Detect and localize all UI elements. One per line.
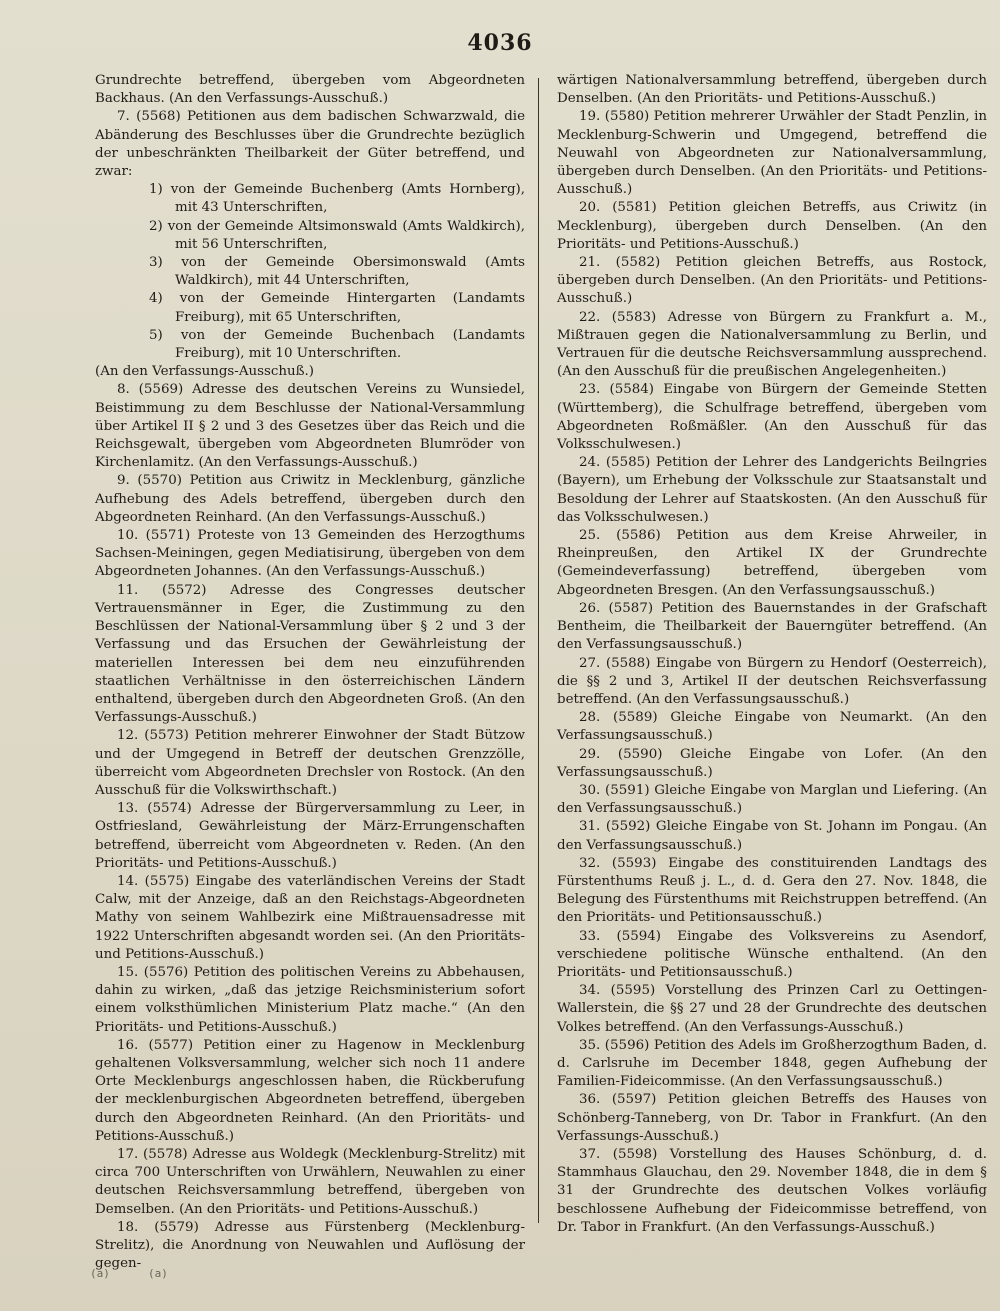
right-column [557,72,987,1237]
continued-text: wärtigen Nationalversammlung betreffend, übergeben durch Denselben. (An den Prioritäts- und Petitions-Ausschuß.) [557,73,987,107]
petition-entry: 10. (5571) Proteste von 13 Gemeinden des Herzogthums Sachsen-Meiningen, gegen Mediatisirung, übergeben von dem Abgeordneten Johannes. (An den Verfassungs-Ausschuß.) [95,528,525,580]
petition-entry: 9. (5570) Petition aus Criwitz in Mecklenburg, gänzliche Aufhebung des Adels betreffend, übergeben durch den Abgeordneten Reinhard. (An den Verfassungs-Ausschuß.) [95,473,525,525]
petition-entry: 25. (5586) Petition aus dem Kreise Ahrweiler, in Rheinpreußen, den Artikel IX der Grundrechte (Gemeindeverfassung) betreffend, übergeben vom Abgeordneten Bresgen. (An den Verfassungsausschuß.) [557,528,987,598]
sublist-item: 5) von der Gemeinde Buchenbach (Landamts Freiburg), mit 10 Unterschriften. [149,327,525,362]
petition-entry: 22. (5583) Adresse von Bürgern zu Frankfurt a. M., Mißtrauen gegen die Nationalversammlung zu Berlin, und Vertrauen für die deutsche Reichsversammlung aussprechend. (An den Ausschuß für die preußischen Angelegenheiten.) [557,309,987,380]
sublist-item: 2) von der Gemeinde Altsimonswald (Amts Waldkirch), mit 56 Unterschriften, [149,218,525,252]
petition-entry: 34. (5595) Vorstellung des Prinzen Carl zu Oettingen-Wallerstein, die §§ 27 und 28 der Grundrechte des deutschen Volkes betreffend. (An den Verfassungs-Ausschuß.) [557,983,987,1035]
petition-entry: 15. (5576) Petition des politischen Vereins zu Abbehausen, dahin zu wirken, „daß das jetzige Reichsministerium sofort einem volksthümlichen Ministerium Platz mache.“ (An den Prioritäts- und Petitions-Ausschuß.) [95,964,525,1035]
petition-entry: 23. (5584) Eingabe von Bürgern der Gemeinde Stetten (Württemberg), die Schulfrage betreffend, übergeben vom Abgeordneten Roßmäßler. (An den Ausschuß für das Volksschulwesen.) [557,382,987,453]
page-number: 4036 [467,30,533,56]
petition-entry: 8. (5569) Adresse des deutschen Vereins zu Wunsiedel, Beistimmung zu dem Beschlusse der National-Versammlung über Artikel II § 2 und 3 des Gesetzes über das Reich und die Reichsgewalt, übergeben vom Abgeordneten Blumröder von Kirchenlamitz. (An den Verfassungs-Ausschuß.) [95,382,525,471]
petition-entry: 29. (5590) Gleiche Eingabe von Lofer. (An den Verfassungsausschuß.) [557,746,987,780]
petition-entry: 24. (5585) Petition der Lehrer des Landgerichts Beilngries (Bayern), um Erhebung der Volksschule zur Staatsanstalt und Besoldung der Lehrer auf Staatskosten. (An den Ausschuß für das Volksschulwesen.) [557,455,987,525]
petition-entry: 16. (5577) Petition einer zu Hagenow in Mecklenburg gehaltenen Volksversammlung, welcher sich noch 11 andere Orte Mecklenburgs angeschlossen haben, die Rückberufung der mecklenburgischen Abgeordneten betreffend, übergeben durch den Abgeordneten Reinhard. (An den Prioritäts- und Petitions-Ausschuß.) [95,1037,525,1144]
sublist-item: 1) von der Gemeinde Buchenberg (Amts Hornberg), mit 43 Unterschriften, [149,182,525,216]
petition-entry: 21. (5582) Petition gleichen Betreffs, aus Rostock, übergeben durch Denselben. (An den Prioritäts- und Petitions-Ausschuß.) [557,255,987,307]
petition-entry: 17. (5578) Adresse aus Woldegk (Mecklenburg-Strelitz) mit circa 700 Unterschriften von Urwählern, Neuwahlen zu einer deutschen Reichsversammlung betreffend, übergeben von Demselben. (An den Prioritäts- und Petitions-Ausschuß.) [95,1146,525,1217]
petition-entry: 36. (5597) Petition gleichen Betreffs des Hauses von Schönberg-Tanneberg, von Dr. Tabor in Frankfurt. (An den Verfassungs-Ausschuß.) [557,1092,987,1144]
petition-entry: 13. (5574) Adresse der Bürgerversammlung zu Leer, in Ostfriesland, Gewährleistung der März-Errungenschaften betreffend, überreicht vom Abgeordneten v. Reden. (An den Prioritäts- und Petitions-Ausschuß.) [95,801,525,871]
column-divider [538,78,539,1223]
continued-text: Grundrechte betreffend, übergeben vom Abgeordneten Backhaus. (An den Verfassungs-Ausschuß.) [95,73,525,107]
petition-entry: 11. (5572) Adresse des Congresses deutscher Vertrauensmänner in Eger, die Zustimmung zu den Beschlüssen der National-Versammlung über § 2 und 3 der Verfassung und das Ersuchen der Gewährleistung der materiellen Interessen bei dem neu einzuführenden staatlichen Verhältnisse in den österreichischen Ländern enthaltend, übergeben durch den Abgeordneten Groß. (An den Verfassungs-Ausschuß.) [95,582,525,726]
sublist-item: 3) von der Gemeinde Obersimonswald (Amts Waldkirch), mit 44 Unterschriften, [149,255,525,289]
petition-entry: 12. (5573) Petition mehrerer Einwohner der Stadt Bützow und der Umgegend in Betreff der deutschen Grenzzölle, überreicht vom Abgeordneten Drechsler von Rostock. (An den Ausschuß für die Volkswirthschaft.) [95,728,525,798]
petition-entry: 7. (5568) Petitionen aus dem badischen Schwarzwald, die Abänderung des Beschlusses über die Grundrechte bezüglich der unbeschränkten Theilbarkeit der Güter betreffend, und zwar: [95,109,525,180]
continued-text: (An den Verfassungs-Ausschuß.) [95,364,315,380]
footer-mark: (a) [90,1267,110,1280]
petition-sublist [95,181,525,363]
petition-entry: 37. (5598) Vorstellung des Hauses Schönburg, d. d. Stammhaus Glauchau, den 29. November 1848, die in dem § 31 der Grundrechte des deutschen Volkes vorläufig beschlossene Aufhebung der Fideicommisse betreffend, von Dr. Tabor in Frankfurt. (An den Verfassungs-Ausschuß.) [557,1146,987,1235]
petition-entry: 31. (5592) Gleiche Eingabe von St. Johann im Pongau. (An den Verfassungsausschuß.) [557,819,987,853]
footer-mark: (a) [148,1267,168,1280]
left-column [95,72,525,1273]
petition-entry: 19. (5580) Petition mehrerer Urwähler der Stadt Penzlin, in Mecklenburg-Schwerin und Umgegend, betreffend die Neuwahl von Abgeordneten zur Nationalversammlung, übergeben durch Denselben. (An den Prioritäts- und Petitions-Ausschuß.) [557,109,987,198]
petition-entry: 14. (5575) Eingabe des vaterländischen Vereins der Stadt Calw, mit der Anzeige, daß an den Reichstags-Abgeordneten Mathy von seinem Wahlbezirk eine Mißtrauensadresse mit 1922 Unterschriften abgesandt worden sei. (An den Prioritäts- und Petitions-Ausschuß.) [95,873,525,962]
petition-entry: 27. (5588) Eingabe von Bürgern zu Hendorf (Oesterreich), die §§ 2 und 3, Artikel II der deutschen Reichsverfassung betreffend. (An den Verfassungsausschuß.) [557,655,987,707]
sublist-item: 4) von der Gemeinde Hintergarten (Landamts Freiburg), mit 65 Unterschriften, [149,291,525,325]
petition-entry: 33. (5594) Eingabe des Volksvereins zu Asendorf, verschiedene politische Wünsche enthaltend. (An den Prioritäts- und Petitionsausschuß.) [557,928,987,980]
petition-entry: 32. (5593) Eingabe des constituirenden Landtags des Fürstenthums Reuß j. L., d. d. Gera den 27. Nov. 1848, die Belegung des Fürstenthums mit Reichstruppen betreffend. (An den Prioritäts- und Petitionsausschuß.) [557,855,987,926]
petition-entry: 35. (5596) Petition des Adels im Großherzogthum Baden, d. d. Carlsruhe im December 1848, gegen Aufhebung der Familien-Fideicommisse. (An den Verfassungsausschuß.) [557,1037,987,1090]
petition-entry: 30. (5591) Gleiche Eingabe von Marglan und Liefering. (An den Verfassungsausschuß.) [557,782,987,817]
petition-entry: 18. (5579) Adresse aus Fürstenberg (Mecklenburg-Strelitz), die Anordnung von Neuwahlen und Auflösung der gegen- [95,1219,525,1272]
footer-marks [90,1245,230,1305]
petition-entry: 20. (5581) Petition gleichen Betreffs, aus Criwitz (in Mecklenburg), übergeben durch Denselben. (An den Prioritäts- und Petitions-Ausschuß.) [557,200,987,252]
petition-entry: 26. (5587) Petition des Bauernstandes in der Grafschaft Bentheim, die Theilbarkeit der Bauerngüter betreffend. (An den Verfassungsausschuß.) [557,600,987,653]
petition-entry: 28. (5589) Gleiche Eingabe von Neumarkt. (An den Verfassungsausschuß.) [557,710,987,744]
